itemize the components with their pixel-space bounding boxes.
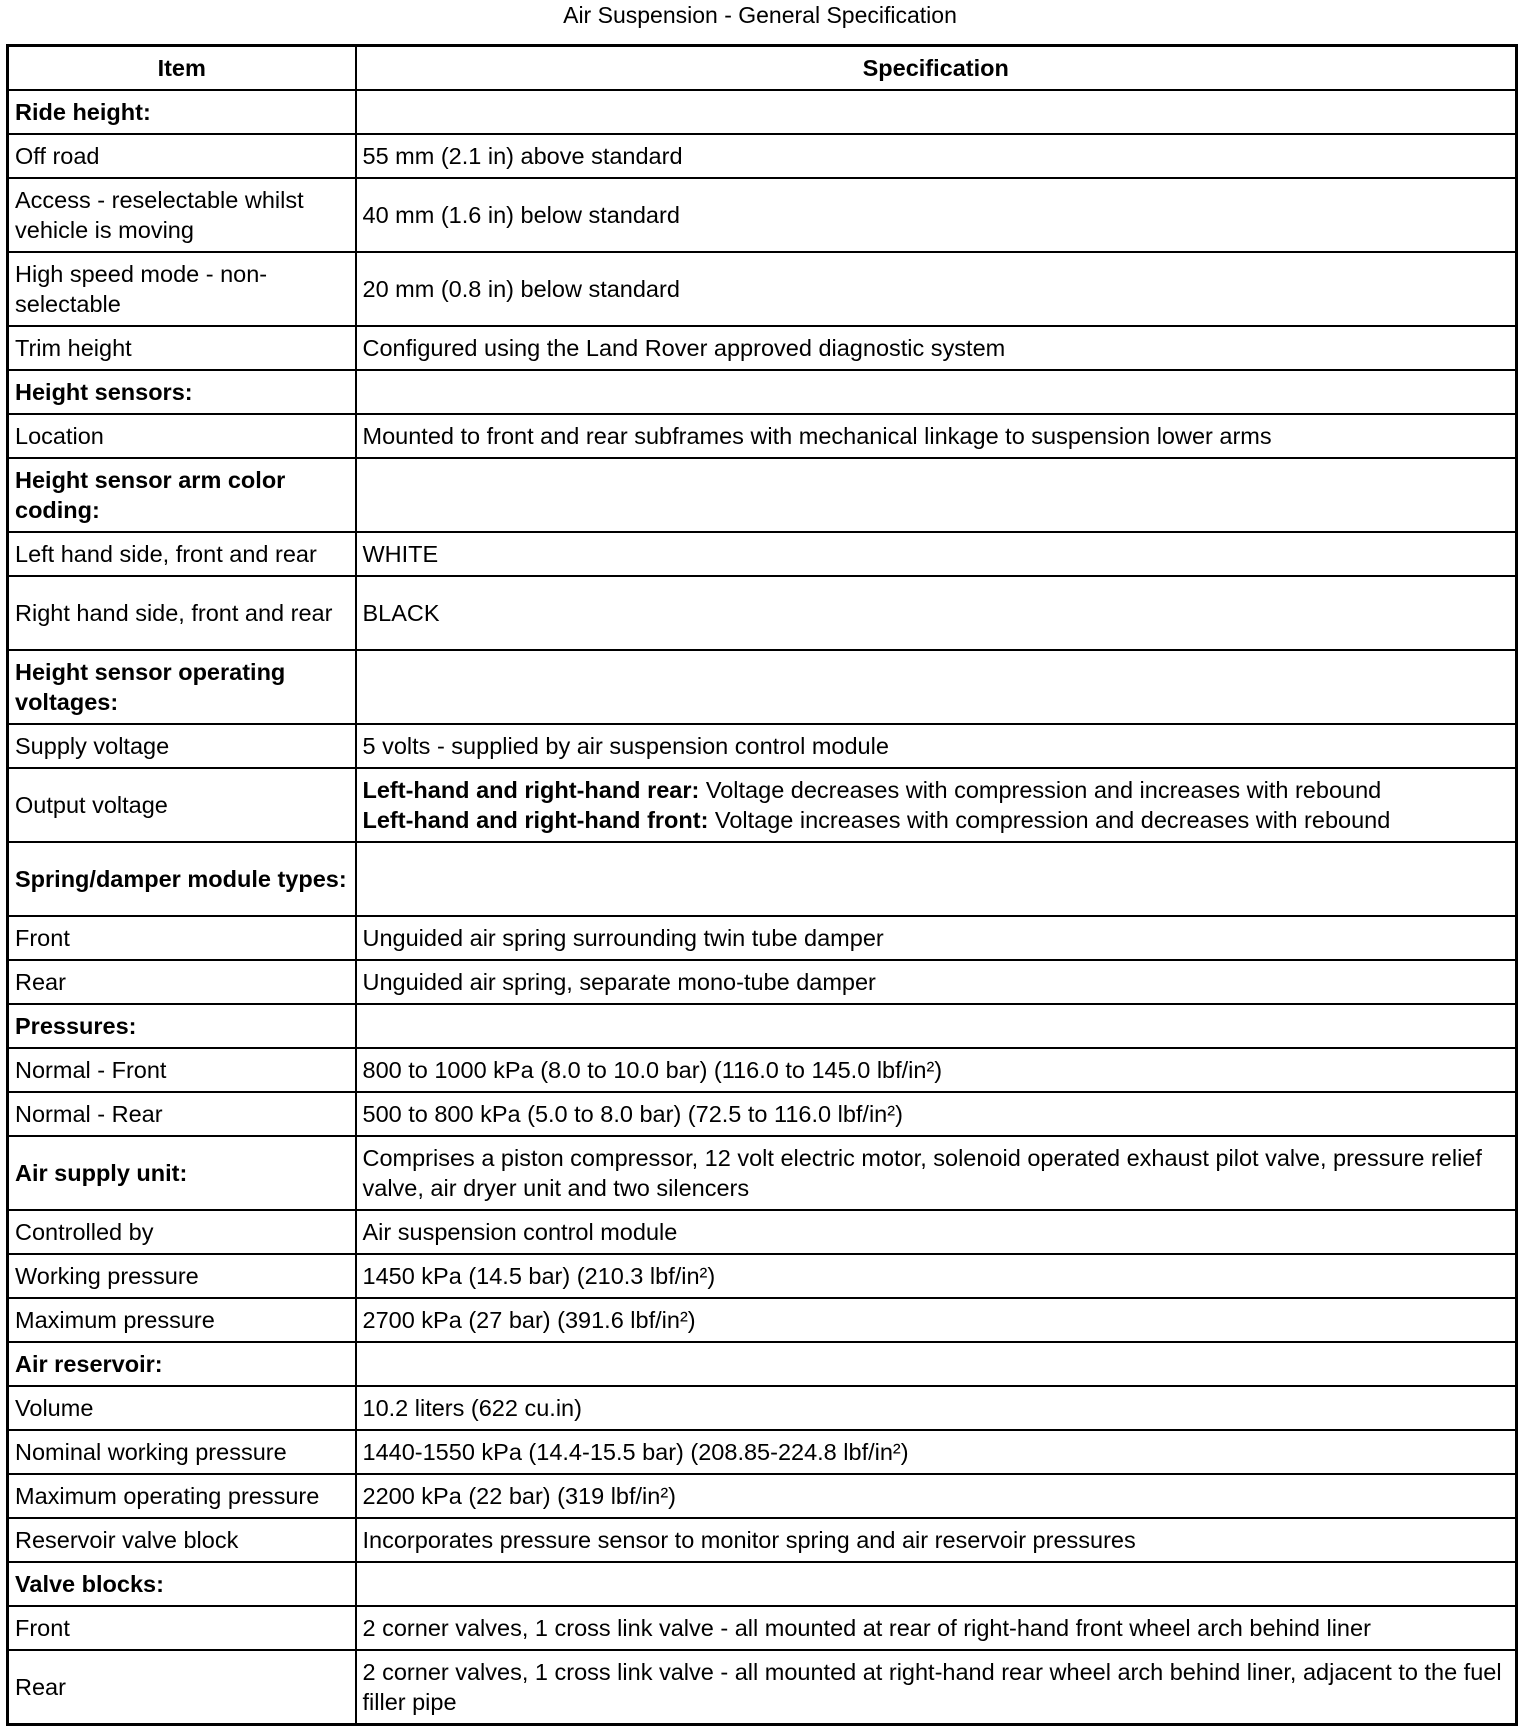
specification-text: Voltage decreases with compression and increases with rebound xyxy=(699,777,1382,803)
page-title: Air Suspension - General Specification xyxy=(563,2,957,28)
item-cell: Nominal working pressure xyxy=(8,1430,356,1474)
table-row xyxy=(8,1210,1517,1254)
section-heading: Air supply unit: xyxy=(8,1136,356,1210)
specification-cell: 2200 kPa (22 bar) (319 lbf/in²) xyxy=(356,1474,1517,1518)
specification-label: Left-hand and right-hand front: xyxy=(362,807,709,833)
specification-cell: 2700 kPa (27 bar) (391.6 lbf/in²) xyxy=(356,1298,1517,1342)
item-cell: Volume xyxy=(8,1386,356,1430)
table-row xyxy=(8,1474,1517,1518)
table-row xyxy=(8,960,1517,1004)
table-row xyxy=(8,1430,1517,1474)
specification-table xyxy=(6,44,1518,1726)
item-cell: Access - reselectable whilst vehicle is moving xyxy=(8,178,356,252)
specification-cell xyxy=(356,650,1517,724)
specification-cell: 5 volts - supplied by air suspension control module xyxy=(356,724,1517,768)
item-cell: Controlled by xyxy=(8,1210,356,1254)
table-row xyxy=(8,842,1517,916)
table-row xyxy=(8,134,1517,178)
specification-cell xyxy=(356,1004,1517,1048)
item-cell: Rear xyxy=(8,1650,356,1725)
table-body xyxy=(8,90,1517,1725)
item-cell: High speed mode - non-selectable xyxy=(8,252,356,326)
item-cell: Location xyxy=(8,414,356,458)
item-cell: Working pressure xyxy=(8,1254,356,1298)
specification-cell: BLACK xyxy=(356,576,1517,650)
specification-cell: 40 mm (1.6 in) below standard xyxy=(356,178,1517,252)
table-row xyxy=(8,532,1517,576)
specification-cell: Air suspension control module xyxy=(356,1210,1517,1254)
specification-cell xyxy=(356,370,1517,414)
table-row xyxy=(8,1004,1517,1048)
specification-line xyxy=(363,805,1510,835)
specification-cell: 500 to 800 kPa (5.0 to 8.0 bar) (72.5 to 116.0 lbf/in²) xyxy=(356,1092,1517,1136)
table-row xyxy=(8,724,1517,768)
column-header-specification: Specification xyxy=(356,46,1517,91)
specification-cell xyxy=(356,1342,1517,1386)
table-row xyxy=(8,1386,1517,1430)
section-heading: Spring/damper module types: xyxy=(8,842,356,916)
specification-cell: Incorporates pressure sensor to monitor spring and air reservoir pressures xyxy=(356,1518,1517,1562)
specification-cell: Comprises a piston compressor, 12 volt electric motor, solenoid operated exhaust pilot valve, pressure relief valve, air dryer unit and two silencers xyxy=(356,1136,1517,1210)
table-row xyxy=(8,916,1517,960)
item-cell: Trim height xyxy=(8,326,356,370)
specification-cell: 2 corner valves, 1 cross link valve - all mounted at right-hand rear wheel arch behind liner, adjacent to the fuel filler pipe xyxy=(356,1650,1517,1725)
specification-cell: 10.2 liters (622 cu.in) xyxy=(356,1386,1517,1430)
table-row xyxy=(8,650,1517,724)
specification-cell: Unguided air spring, separate mono-tube damper xyxy=(356,960,1517,1004)
table-row xyxy=(8,1254,1517,1298)
item-cell: Normal - Front xyxy=(8,1048,356,1092)
specification-cell: Configured using the Land Rover approved diagnostic system xyxy=(356,326,1517,370)
item-cell: Maximum pressure xyxy=(8,1298,356,1342)
section-heading: Height sensor arm color coding: xyxy=(8,458,356,532)
table-row xyxy=(8,1606,1517,1650)
table-row xyxy=(8,768,1517,842)
table-row xyxy=(8,1048,1517,1092)
specification-cell xyxy=(356,458,1517,532)
specification-cell: WHITE xyxy=(356,532,1517,576)
specification-cell: 1440-1550 kPa (14.4-15.5 bar) (208.85-224.8 lbf/in²) xyxy=(356,1430,1517,1474)
table-row xyxy=(8,1298,1517,1342)
section-heading: Air reservoir: xyxy=(8,1342,356,1386)
specification-cell xyxy=(356,768,1517,842)
specification-label: Left-hand and right-hand rear: xyxy=(362,777,700,803)
specification-cell xyxy=(356,90,1517,134)
specification-cell: Unguided air spring surrounding twin tube damper xyxy=(356,916,1517,960)
specification-cell: 800 to 1000 kPa (8.0 to 10.0 bar) (116.0 to 145.0 lbf/in²) xyxy=(356,1048,1517,1092)
table-row xyxy=(8,1092,1517,1136)
specification-cell: 1450 kPa (14.5 bar) (210.3 lbf/in²) xyxy=(356,1254,1517,1298)
section-heading: Ride height: xyxy=(8,90,356,134)
table-row xyxy=(8,1342,1517,1386)
table-row xyxy=(8,178,1517,252)
specification-cell: 55 mm (2.1 in) above standard xyxy=(356,134,1517,178)
table-row xyxy=(8,252,1517,326)
specification-text: Voltage increases with compression and decreases with rebound xyxy=(708,807,1391,833)
item-cell: Supply voltage xyxy=(8,724,356,768)
specification-cell: 2 corner valves, 1 cross link valve - all mounted at rear of right-hand front wheel arch behind liner xyxy=(356,1606,1517,1650)
table-header-row xyxy=(8,46,1517,91)
column-header-item: Item xyxy=(8,46,356,91)
table-row xyxy=(8,576,1517,650)
table-row xyxy=(8,326,1517,370)
section-heading: Height sensors: xyxy=(8,370,356,414)
specification-line xyxy=(363,775,1510,805)
section-heading: Pressures: xyxy=(8,1004,356,1048)
item-cell: Rear xyxy=(8,960,356,1004)
table-row xyxy=(8,1136,1517,1210)
table-row xyxy=(8,414,1517,458)
item-cell: Front xyxy=(8,1606,356,1650)
table-row xyxy=(8,90,1517,134)
item-cell: Off road xyxy=(8,134,356,178)
specification-cell: 20 mm (0.8 in) below standard xyxy=(356,252,1517,326)
specification-cell: Mounted to front and rear subframes with mechanical linkage to suspension lower arms xyxy=(356,414,1517,458)
item-cell: Right hand side, front and rear xyxy=(8,576,356,650)
table-row xyxy=(8,370,1517,414)
specification-cell xyxy=(356,1562,1517,1606)
item-cell: Normal - Rear xyxy=(8,1092,356,1136)
section-heading: Valve blocks: xyxy=(8,1562,356,1606)
item-cell: Reservoir valve block xyxy=(8,1518,356,1562)
item-cell: Output voltage xyxy=(8,768,356,842)
item-cell: Left hand side, front and rear xyxy=(8,532,356,576)
section-heading: Height sensor operating voltages: xyxy=(8,650,356,724)
item-cell: Front xyxy=(8,916,356,960)
table-row xyxy=(8,1650,1517,1725)
table-row xyxy=(8,1562,1517,1606)
specification-cell xyxy=(356,842,1517,916)
table-row xyxy=(8,1518,1517,1562)
item-cell: Maximum operating pressure xyxy=(8,1474,356,1518)
table-row xyxy=(8,458,1517,532)
